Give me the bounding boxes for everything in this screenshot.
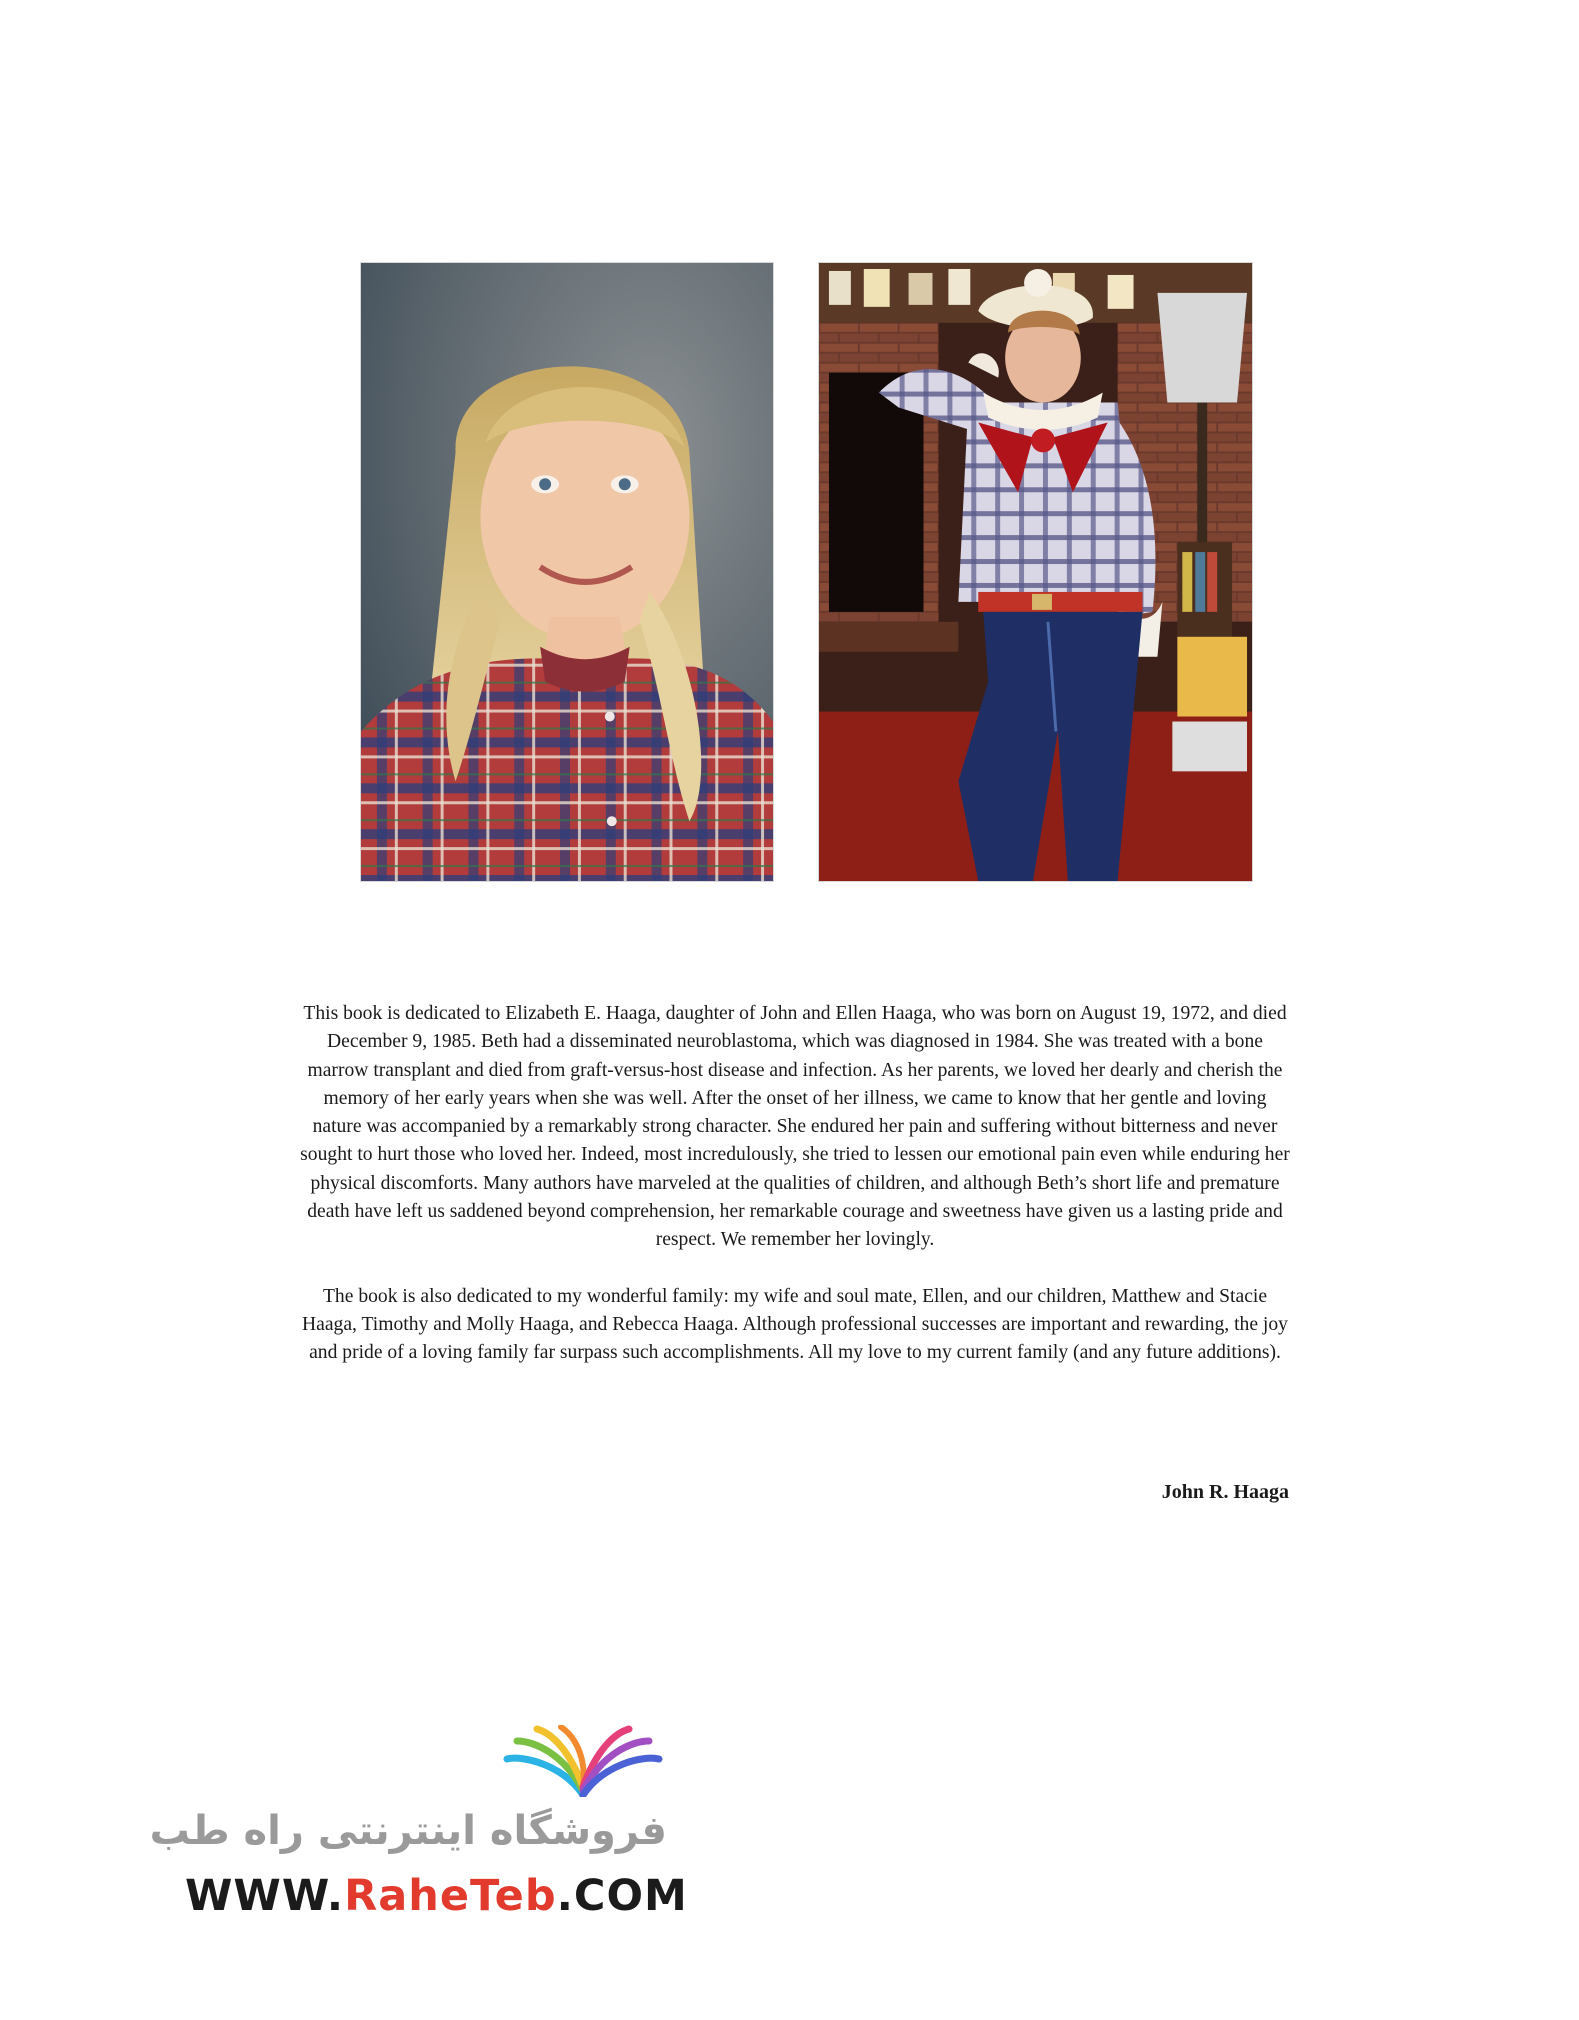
portrait-photo (360, 262, 774, 882)
standing-girl-photo (818, 262, 1253, 882)
watermark-url (185, 1871, 688, 1921)
watermark-url-name: RaheTeb (344, 1871, 557, 1921)
open-book-icon (503, 1725, 663, 1797)
dedication-paragraph-2: The book is also dedicated to my wonderful family: my wife and soul mate, Ellen, and our children, Matthew and Stacie Haaga, Timothy and Molly Haaga, and Rebecca Haaga. Although professional successes are important and rewarding, the joy and pride of a loving family far surpass such accomplishments. All my love to my current family (and any future additions). (302, 1285, 1288, 1364)
author-signature: John R. Haaga (1161, 1481, 1289, 1503)
watermark-url-www: WWW. (185, 1871, 345, 1921)
watermark-url-com: .COM (556, 1871, 688, 1921)
watermark-persian-text: فروشگاه اینترنتی راه طب (149, 1808, 667, 1854)
portrait-photo-icon (361, 263, 773, 881)
dedication-text (300, 1000, 1290, 1396)
standing-girl-photo-icon (819, 263, 1252, 881)
watermark-logo (149, 1725, 688, 1925)
dedication-paragraph-1: This book is dedicated to Elizabeth E. Haaga, daughter of John and Ellen Haaga, who was born on August 19, 1972, and died December 9, 1985. Beth had a disseminated neuroblastoma, which was diagnosed in 1984. She was treated with a bone marrow transplant and died from graft-versus-host disease and infection. As her parents, we loved her dearly and cherish the memory of her early years when she was well. After the onset of her illness, we came to know that her gentle and loving nature was accompanied by a remarkably strong character. She endured her pain and suffering without bitterness and never sought to hurt those who loved her. Indeed, most incredulously, she tried to lessen our emotional pain even while enduring her physical discomforts. Many authors have marveled at the qualities of children, and although Beth’s short life and premature death have left us saddened beyond comprehension, her remarkable courage and sweetness have given us a lasting pride and respect. We remember her lovingly. (300, 1003, 1290, 1251)
